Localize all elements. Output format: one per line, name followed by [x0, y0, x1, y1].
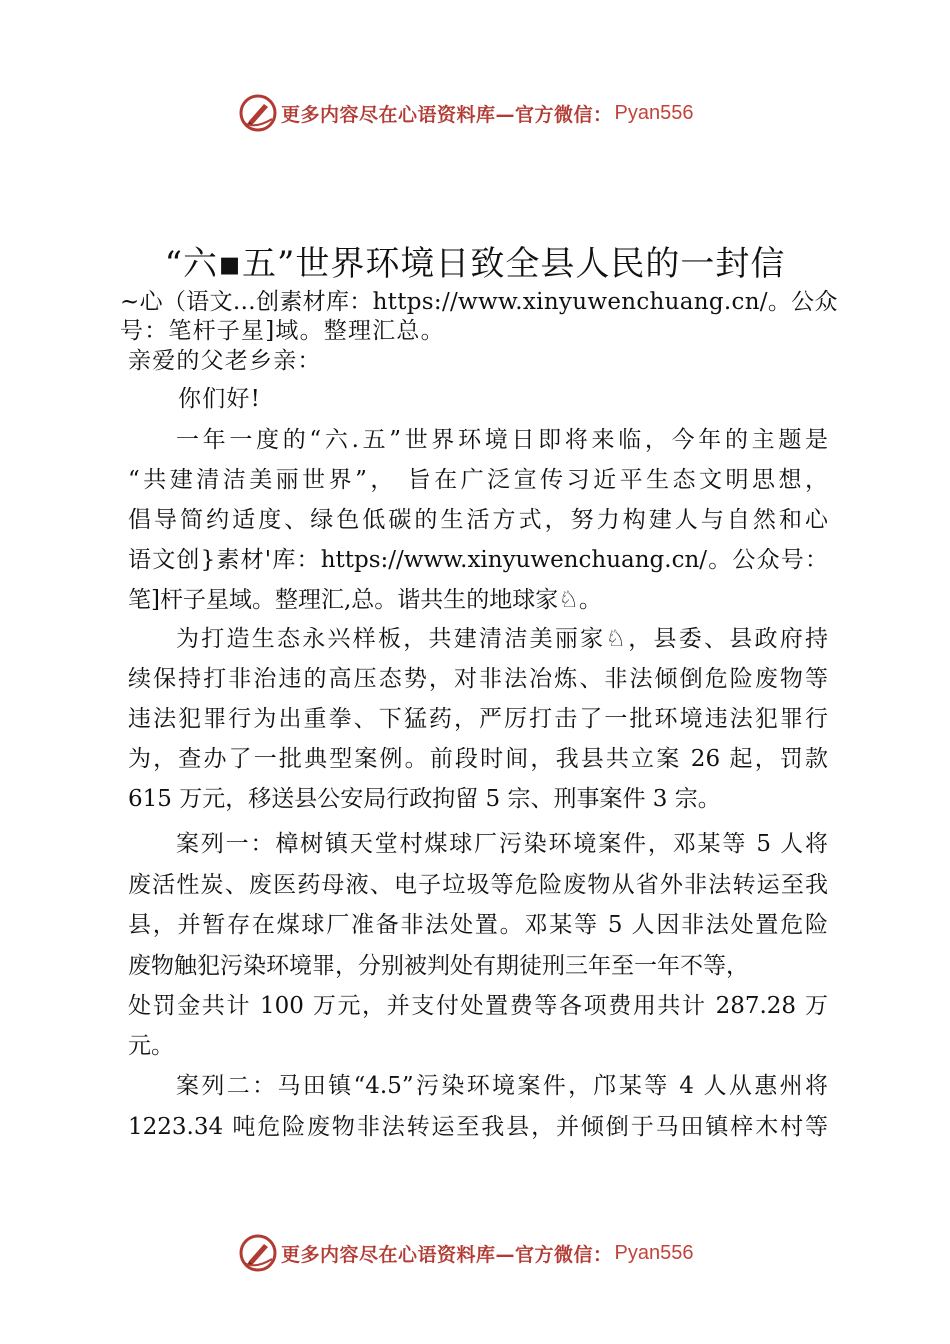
paragraph-line: 为打造生态永兴样板，共建清洁美丽家♘，县委、县政府持	[176, 626, 828, 652]
paragraph-line: 笔]杆子星域。整理汇,总。谐共生的地球家♘。	[128, 587, 602, 613]
watermark-banner-bottom	[238, 1233, 758, 1273]
pen-logo-icon	[238, 93, 278, 133]
paragraph-line: 县，并暂存在煤球厂准备非法处置。邓某等 5 人因非法处置危险	[128, 912, 828, 938]
paragraph-line: 续保持打非治违的高压态势，对非法冶炼、非法倾倒危险废物等	[128, 666, 828, 692]
paragraph-line: 1223.34 吨危险废物非法转运至我县，并倾倒于马田镇梓木村等	[128, 1114, 828, 1140]
paragraph-line: 倡导简约适度、绿色低碳的生活方式，努力构建人与自然和心	[128, 507, 828, 533]
paragraph-line: 元。	[128, 1033, 174, 1059]
paragraph-line: 为，查办了一批典型案例。前段时间，我县共立案 26 起，罚款	[128, 746, 828, 772]
paragraph-line: 违法犯罪行为出重拳、下猛药，严厉打击了一批环境违法犯罪行	[128, 706, 828, 732]
paragraph-line: 案列二：马田镇“4.5”污染环境案件，邝某等 4 人从惠州将	[176, 1073, 828, 1099]
watermark-wechat-id: Pyan556	[614, 101, 694, 124]
paragraph-line: “共建清洁美丽世界”， 旨在广泛宣传习近平生态文明思想，	[128, 467, 828, 493]
salutation: 亲爱的父老乡亲：	[128, 348, 322, 374]
paragraph-line: 废活性炭、废医药母液、电子垃圾等危险废物从省外非法转运至我	[128, 872, 828, 898]
greeting: 你们好!	[178, 386, 262, 412]
watermark-text: 更多内容尽在心语资料库—官方微信：	[281, 103, 613, 126]
paragraph-line: 语文创}素材'库：https://www.xinyuwenchuang.cn/。公众号：	[128, 547, 828, 573]
pen-logo-icon	[238, 1233, 278, 1273]
watermark-banner-top	[238, 93, 758, 133]
watermark-text: 更多内容尽在心语资料库—官方微信：	[281, 1243, 613, 1266]
paragraph-line: 615 万元，移送县公安局行政拘留 5 宗、刑事案件 3 宗。	[128, 786, 721, 812]
paragraph-line: 一年一度的“六.五”世界环境日即将来临，今年的主题是	[176, 427, 828, 453]
paragraph-line: 案列一：樟树镇天堂村煤球厂污染环境案件，邓某等 5 人将	[176, 831, 828, 857]
document-title: “六▪五”世界环境日致全县人民的一封信	[164, 244, 786, 284]
watermark-wechat-id: Pyan556	[614, 1241, 694, 1264]
source-note-line: 号：笔杆子星]域。整理汇总。	[120, 318, 445, 344]
paragraph-line: 废物触犯污染环境罪，分别被判处有期徒刑三年至一年不等，	[128, 953, 749, 979]
paragraph-line: 处罚金共计 100 万元，并支付处置费等各项费用共计 287.28 万	[128, 993, 828, 1019]
source-note-line: ~心（语文…创素材库：https://www.xinyuwenchuang.cn/。公众	[120, 289, 838, 315]
